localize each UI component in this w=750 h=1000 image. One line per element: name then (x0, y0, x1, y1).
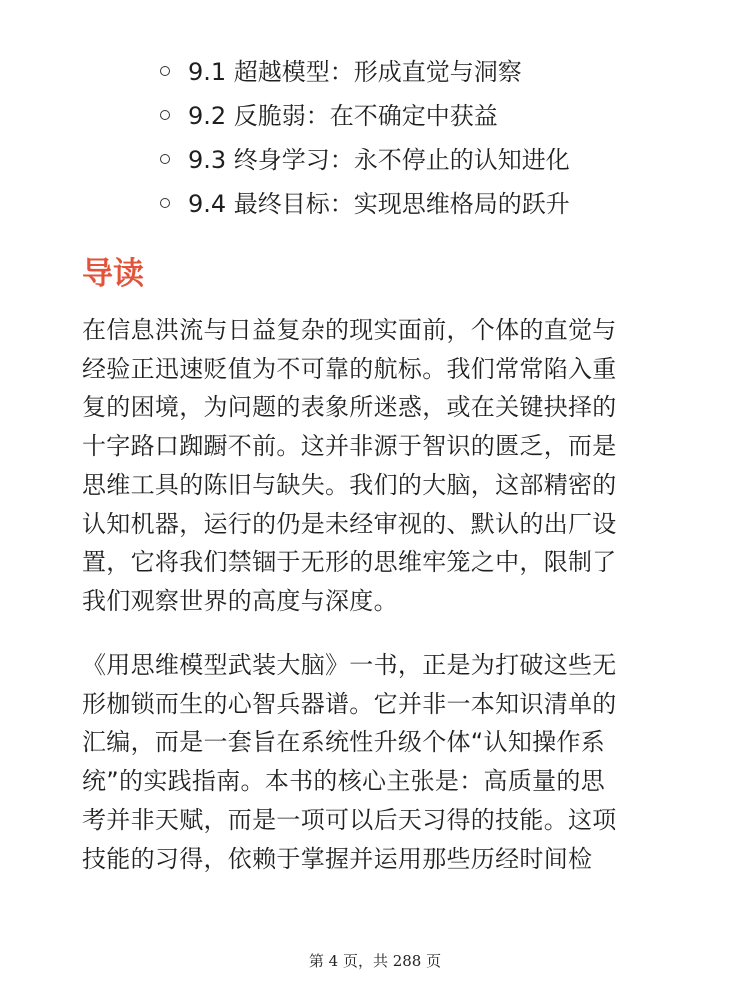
paragraph-line: 我们观察世界的高度与深度。 (82, 586, 398, 615)
hollow-circle-bullet-icon (160, 110, 170, 120)
section-heading: 导读 (82, 256, 144, 292)
paragraph-line: 考并非天赋，而是一项可以后天习得的技能。这项 (82, 805, 617, 834)
paragraph-line: 复的困境，为问题的表象所迷惑，或在关键抉择的 (82, 393, 617, 422)
paragraph-line: 思维工具的陈旧与缺失。我们的大脑，这部精密的 (82, 470, 617, 499)
toc-item[interactable] (160, 50, 570, 94)
paragraph-line: 技能的习得，依赖于掌握并运用那些历经时间检 (82, 844, 593, 873)
toc-item-label: 9.1 超越模型：形成直觉与洞察 (188, 58, 522, 86)
paragraph-line: 在信息洪流与日益复杂的现实面前，个体的直觉与 (82, 316, 617, 344)
toc-item-label: 9.2 反脆弱：在不确定中获益 (188, 102, 498, 130)
paragraph-line: 《用思维模型武装大脑》一书，正是为打破这些无 (82, 651, 617, 679)
body-paragraph (82, 646, 674, 878)
hollow-circle-bullet-icon (160, 198, 170, 208)
paragraph-line: 置，它将我们禁锢于无形的思维牢笼之中，限制了 (82, 548, 617, 577)
toc-item[interactable] (160, 138, 570, 182)
page-number-footer: 第 4 页，共 288 页 (308, 952, 442, 970)
table-of-contents (160, 50, 570, 226)
paragraph-line: 经验正迅速贬值为不可靠的航标。我们常常陷入重 (82, 354, 617, 383)
toc-item-label: 9.3 终身学习：永不停止的认知进化 (188, 146, 570, 174)
paragraph-line: 汇编，而是一套旨在系统性升级个体“认知操作系 (82, 728, 606, 757)
body-paragraph (82, 311, 674, 621)
paragraph-line: 统”的实践指南。本书的核心主张是：高质量的思 (82, 767, 606, 796)
paragraph-line: 十字路口踟蹰不前。这并非源于智识的匮乏，而是 (82, 432, 617, 461)
toc-item-label: 9.4 最终目标：实现思维格局的跃升 (188, 190, 570, 218)
hollow-circle-bullet-icon (160, 66, 170, 76)
paragraph-line: 形枷锁而生的心智兵器谱。它并非一本知识清单的 (82, 689, 617, 718)
toc-item[interactable] (160, 94, 570, 138)
toc-item[interactable] (160, 182, 570, 226)
hollow-circle-bullet-icon (160, 154, 170, 164)
paragraph-line: 认知机器，运行的仍是未经审视的、默认的出厂设 (82, 509, 617, 538)
